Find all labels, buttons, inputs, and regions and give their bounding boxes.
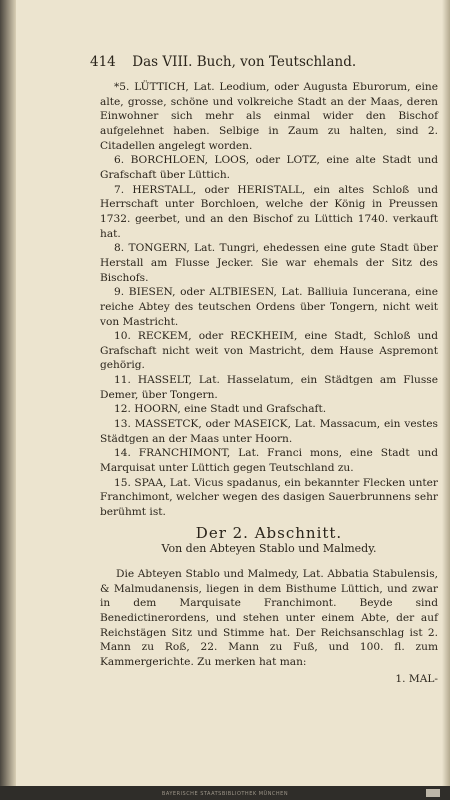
library-credit: BAYERISCHE STAATSBIBLIOTHEK MÜNCHEN <box>161 791 289 797</box>
page-edge <box>442 0 450 800</box>
running-header <box>90 54 380 70</box>
entry-paragraph: 6. BORCHLOEN, LOOS, oder LOTZ, eine alte Stadt und Grafschaft über Lüttich. <box>100 154 438 181</box>
entry-paragraph: 10. RECKEM, oder RECKHEIM, eine Stadt, Schloß und Grafschaft nicht weit von Mastricht, dem Hause Aspremont gehörig. <box>100 330 438 372</box>
entry-paragraph: 7. HERSTALL, oder HERISTALL, ein altes Schloß und Herrschaft unter Borchloen, welche der König in Preussen 1732. geerbet, und an den Bischof zu Lüttich 1740. verkauft hat. <box>100 183 438 240</box>
entry-paragraph: 12. HOORN, eine Stadt und Grafschaft. <box>114 403 327 416</box>
section-subheading: Von den Abteyen Stablo und Malmedy. <box>161 542 377 556</box>
entry-paragraph: 14. FRANCHIMONT, Lat. Franci mons, eine Stadt und Marquisat unter Lüttich gegen Teutschland zu. <box>100 447 438 475</box>
section-paragraph: Die Abteyen Stablo und Malmedy, Lat. Abbatia Stabulensis, & Malmudanensis, liegen in dem Bisthume Lüttich, und zwar in dem Marquisate Franchimont. Beyde sind Benedictinerordens, und stehen unter einem Abte, der auf Reichstägen Sitz und Stimme hat. Der Reichsanschlag ist 2. Mann zu Roß, 22. Mann zu Fuß, und 100. fl. zum Kammergerichte. Zu merken hat man: <box>100 568 438 668</box>
book-gutter-shadow <box>0 0 16 800</box>
entry-paragraph: 15. SPAA, Lat. Vicus spadanus, ein bekannter Flecken unter Franchimont, welcher wegen des dasigen Sauerbrunnens sehr berühmt ist. <box>100 476 438 519</box>
body-text <box>100 80 438 686</box>
entry-paragraph: 9. BIESEN, oder ALTBIESEN, Lat. Balliuia Iuncerana, eine reiche Abtey des teutschen Ordens über Tongern, nicht weit von Mastricht. <box>100 286 438 328</box>
library-logo-icon <box>426 789 440 797</box>
entry-paragraph: *5. LÜTTICH, Lat. Leodium, oder Augusta Eburorum, eine alte, grosse, schöne und volkreiche Stadt an der Maas, deren Einwohner sich mehr als einmal wider den Bischof aufgelehnet haben. Selbige in Zaum zu halten, sind 2. Citadellen angelegt worden. <box>100 81 438 152</box>
page-number: 414 <box>90 54 116 70</box>
entry-paragraph: 11. HASSELT, Lat. Hasselatum, ein Städtgen am Flusse Demer, über Tongern. <box>100 374 438 401</box>
entry-paragraph: 13. MASSETCK, oder MASEICK, Lat. Massacum, ein vestes Städtgen an der Maas unter Hoorn. <box>100 418 438 445</box>
entry-paragraph: 8. TONGERN, Lat. Tungri, ehedessen eine gute Stadt über Herstall am Flusse Jecker. Sie war ehemals der Sitz des Bischofs. <box>100 242 438 284</box>
section-heading: Der 2. Abschnitt. <box>195 523 343 542</box>
catchword: 1. MAL- <box>395 672 438 685</box>
running-title: Das VIII. Buch, von Teutschland. <box>132 54 357 70</box>
